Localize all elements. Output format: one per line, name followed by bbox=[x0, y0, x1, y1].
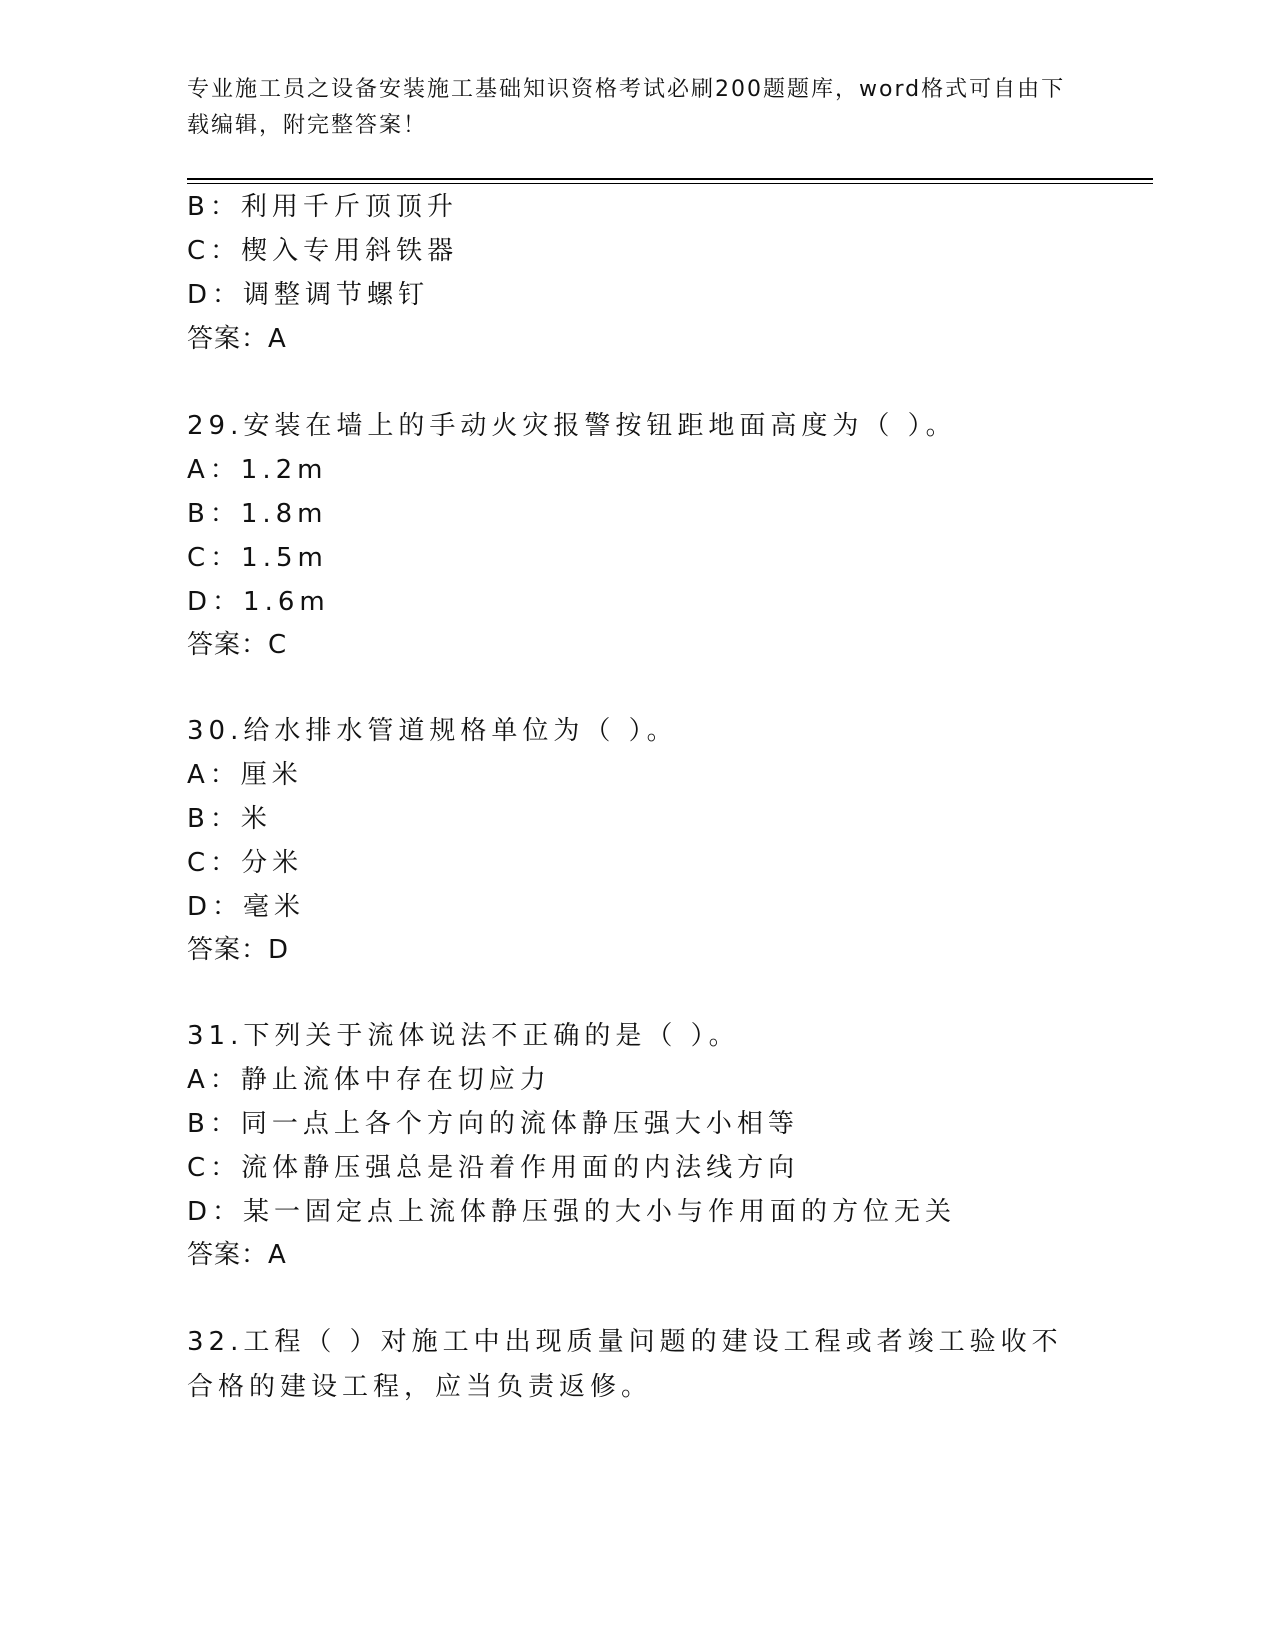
prev-option-b: B：利用千斤顶顶升 bbox=[187, 192, 458, 222]
prev-option-c: C：楔入专用斜铁器 bbox=[187, 236, 459, 266]
q29-stem: 29.安装在墙上的手动火灾报警按钮距地面高度为（ ）。 bbox=[187, 411, 957, 441]
q31-option-c: C：流体静压强总是沿着作用面的内法线方向 bbox=[187, 1153, 800, 1183]
prev-option-d: D：调整调节螺钉 bbox=[187, 280, 430, 310]
q30-option-d: D：毫米 bbox=[187, 892, 306, 922]
q31-stem: 31.下列关于流体说法不正确的是（ ）。 bbox=[187, 1021, 740, 1051]
prev-answer: 答案：A bbox=[187, 324, 287, 354]
q31-option-a: A：静止流体中存在切应力 bbox=[187, 1065, 551, 1095]
q30-stem: 30.给水排水管道规格单位为（ ）。 bbox=[187, 716, 678, 746]
document-header: 专业施工员之设备安装施工基础知识资格考试必刷200题题库，word格式可自由下载编辑，附完整答案！ bbox=[187, 77, 1066, 138]
q30-option-c: C：分米 bbox=[187, 848, 304, 878]
q31-option-b: B：同一点上各个方向的流体静压强大小相等 bbox=[187, 1109, 799, 1139]
q30-answer: 答案：D bbox=[187, 935, 290, 965]
header-rule-thick bbox=[187, 178, 1153, 180]
q31-answer: 答案：A bbox=[187, 1240, 287, 1270]
q29-option-b: B：1.8m bbox=[187, 499, 328, 529]
q32-stem: 32.工程（ ）对施工中出现质量问题的建设工程或者竣工验收不合格的建设工程，应当负责返修。 bbox=[187, 1327, 1063, 1402]
q29-option-d: D：1.6m bbox=[187, 587, 330, 617]
q29-answer: 答案：C bbox=[187, 630, 288, 660]
q29-option-c: C：1.5m bbox=[187, 543, 328, 573]
q30-option-b: B：米 bbox=[187, 804, 272, 834]
header-rule-thin bbox=[187, 183, 1153, 184]
q29-option-a: A：1.2m bbox=[187, 455, 328, 485]
q31-option-d: D：某一固定点上流体静压强的大小与作用面的方位无关 bbox=[187, 1197, 957, 1227]
q30-option-a: A：厘米 bbox=[187, 760, 303, 790]
